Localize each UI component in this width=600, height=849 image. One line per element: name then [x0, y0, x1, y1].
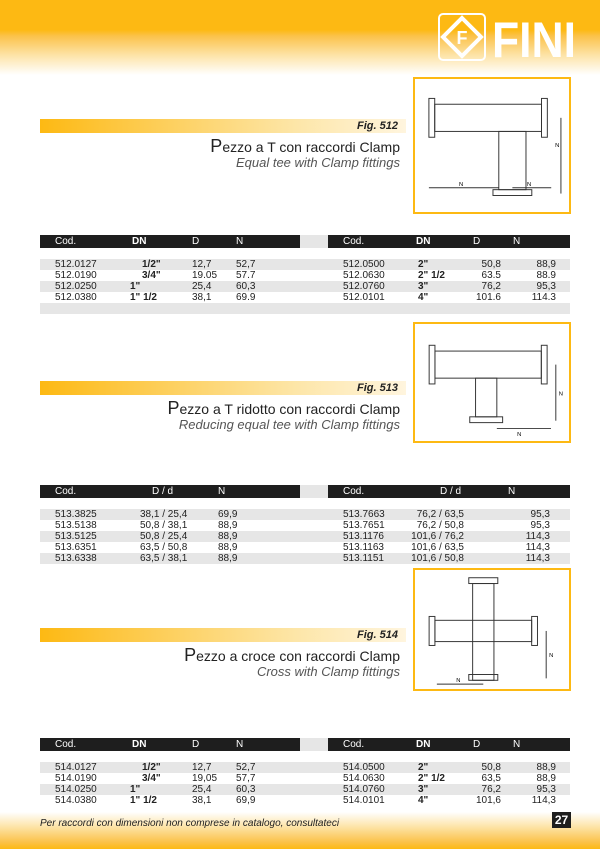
cell: 60,3	[236, 281, 256, 292]
cell: 101.6	[475, 292, 501, 303]
cell: 25,4	[192, 784, 212, 795]
cell: 513.1176	[343, 531, 384, 542]
cell: 101,6 / 63,5	[411, 542, 464, 553]
fig-label: Fig. 512	[357, 120, 398, 132]
cell: 114,3	[525, 542, 550, 553]
product-title: Pezzo a croce con raccordi Clamp	[184, 645, 400, 665]
table-row	[40, 795, 570, 806]
svg-text:N: N	[555, 142, 560, 149]
fig-label: Fig. 513	[357, 382, 398, 394]
cell: 512.0190	[55, 270, 97, 281]
cell: 512.0500	[343, 259, 385, 270]
cell: 4"	[418, 292, 429, 303]
table-row	[40, 270, 570, 281]
cell: 88,9	[218, 531, 238, 542]
cell: 3/4"	[142, 773, 161, 784]
cell: 38,1	[192, 795, 212, 806]
product-subtitle: Equal tee with Clamp fittings	[235, 155, 400, 170]
fig-band-512	[40, 119, 406, 133]
cell: 57.7	[236, 270, 256, 281]
cell: 50,8 / 25,4	[140, 531, 188, 542]
cell: 95,3	[536, 281, 556, 292]
cell: 514.0630	[343, 773, 385, 784]
cell: 513.7663	[343, 509, 385, 520]
table-row	[40, 292, 570, 303]
cell: 76,2	[481, 784, 501, 795]
table-header-left: Cod. DN D N	[40, 738, 300, 751]
svg-text:N: N	[458, 181, 464, 188]
cell: 512.0380	[55, 292, 97, 303]
cell: 1" 1/2	[130, 795, 157, 806]
cell: 63,5 / 50,8	[140, 542, 188, 553]
cell: 88,9	[536, 762, 556, 773]
cell: 513.3825	[55, 509, 97, 520]
fini-logo	[438, 13, 578, 63]
product-subtitle: Cross with Clamp fittings	[256, 664, 400, 679]
cell: 513.5138	[55, 520, 97, 531]
cell: 76,2 / 63,5	[416, 509, 464, 520]
table-header-right: Cod. D / d N	[328, 485, 570, 498]
cell: 114,3	[525, 531, 550, 542]
cell: 514.0190	[55, 773, 97, 784]
header-gap	[300, 738, 328, 751]
fig-band-514	[40, 628, 406, 642]
cell: 50,8	[481, 762, 501, 773]
table-512	[40, 259, 570, 314]
cell: 513.1163	[343, 542, 384, 553]
header-gap	[300, 485, 328, 498]
cell: 88.9	[536, 270, 556, 281]
cell: 3"	[418, 784, 429, 795]
cell: 63,5 / 38,1	[140, 553, 188, 564]
cell: 514.0500	[343, 762, 385, 773]
cell: 512.0101	[343, 292, 385, 303]
cell: 512.0127	[55, 259, 97, 270]
cell: 2" 1/2	[418, 773, 445, 784]
footer-note: Per raccordi con dimensioni non comprese in catalogo, consultateci	[40, 818, 340, 829]
cell: 512.0250	[55, 281, 97, 292]
cell: 101,6 / 76,2	[411, 531, 464, 542]
cell: 38,1	[192, 292, 212, 303]
cell: 514.0101	[343, 795, 385, 806]
cell: 512.0760	[343, 281, 385, 292]
cell: 38,1 / 25,4	[140, 509, 188, 520]
cell: 88,9	[218, 520, 238, 531]
table-row	[40, 553, 570, 564]
cell: 4"	[418, 795, 429, 806]
cell: 25,4	[192, 281, 212, 292]
reducing-tee-drawing	[413, 322, 571, 443]
cell: 95,3	[530, 509, 550, 520]
svg-text:FINI: FINI	[492, 13, 576, 63]
table-row	[40, 784, 570, 795]
cell: 512.0630	[343, 270, 385, 281]
cell: 69.9	[236, 292, 256, 303]
cell: 1"	[130, 281, 141, 292]
table-header-right: Cod. DN D N	[328, 235, 570, 248]
product-title: Pezzo a T ridotto con raccordi Clamp	[167, 398, 400, 418]
header-gap	[300, 235, 328, 248]
cell: 63.5	[481, 270, 501, 281]
svg-text:N: N	[526, 181, 532, 188]
cross-drawing	[413, 568, 571, 691]
cell: 114.3	[531, 292, 556, 303]
table-row	[40, 520, 570, 531]
cell: 514.0250	[55, 784, 97, 795]
cell: 3/4"	[142, 270, 161, 281]
svg-text:F: F	[456, 28, 468, 48]
cell: 76,2	[481, 281, 501, 292]
cell: 88,9	[536, 773, 556, 784]
cell: 1"	[130, 784, 141, 795]
fig-band-513	[40, 381, 406, 395]
table-513	[40, 509, 570, 564]
cell: 513.1151	[343, 553, 384, 564]
cell: 95,3	[530, 520, 550, 531]
table-row	[40, 531, 570, 542]
cell: 513.6338	[55, 553, 97, 564]
cell: 1" 1/2	[130, 292, 157, 303]
table-header-right: Cod. DN D N	[328, 738, 570, 751]
cell: 60,3	[236, 784, 256, 795]
cell: 63,5	[481, 773, 501, 784]
cell: 52,7	[236, 762, 256, 773]
cell: 2"	[418, 259, 429, 270]
table-row	[40, 281, 570, 292]
cell: 69,9	[236, 795, 256, 806]
cell: 513.6351	[55, 542, 97, 553]
cell: 76,2 / 50,8	[416, 520, 464, 531]
cell: 88,9	[218, 553, 238, 564]
svg-text:N: N	[456, 678, 461, 685]
cell: 513.7651	[343, 520, 385, 531]
table-row	[40, 259, 570, 270]
cell: 514.0760	[343, 784, 385, 795]
product-subtitle: Reducing equal tee with Clamp fittings	[178, 417, 400, 432]
cell: 114,3	[525, 553, 550, 564]
cell: 52,7	[236, 259, 256, 270]
cell: 50,8 / 38,1	[140, 520, 188, 531]
table-row	[40, 542, 570, 553]
table-header-left: Cod. D / d N	[40, 485, 300, 498]
table-514	[40, 762, 570, 806]
cell: 1/2"	[142, 259, 161, 270]
cell: 95,3	[536, 784, 556, 795]
cell: 3"	[418, 281, 429, 292]
cell: 57,7	[236, 773, 256, 784]
table-header-left: Cod. DN D N	[40, 235, 300, 248]
cell: 19,05	[192, 773, 218, 784]
table-row	[40, 509, 570, 520]
cell: 513.5125	[55, 531, 97, 542]
cell: 101,6 / 50,8	[411, 553, 464, 564]
cell: 50,8	[481, 259, 501, 270]
svg-text:N: N	[517, 432, 522, 439]
cell: 12,7	[192, 259, 212, 270]
cell: 114,3	[531, 795, 556, 806]
page-number: 27	[552, 812, 571, 828]
cell: 12,7	[192, 762, 212, 773]
svg-text:N: N	[549, 653, 554, 660]
cell: 88,9	[536, 259, 556, 270]
cell: 2" 1/2	[418, 270, 445, 281]
cell: 1/2"	[142, 762, 161, 773]
equal-tee-drawing	[413, 77, 571, 214]
cell: 88,9	[218, 542, 238, 553]
svg-text:N: N	[558, 391, 563, 398]
cell: 2"	[418, 762, 429, 773]
table-row-empty	[40, 303, 570, 314]
cell: 69,9	[218, 509, 238, 520]
table-row	[40, 773, 570, 784]
cell: 101,6	[475, 795, 501, 806]
table-row	[40, 762, 570, 773]
fig-label: Fig. 514	[357, 629, 398, 641]
product-title: Pezzo a T con raccordi Clamp	[210, 136, 400, 156]
cell: 19.05	[192, 270, 218, 281]
cell: 514.0127	[55, 762, 97, 773]
cell: 514.0380	[55, 795, 97, 806]
